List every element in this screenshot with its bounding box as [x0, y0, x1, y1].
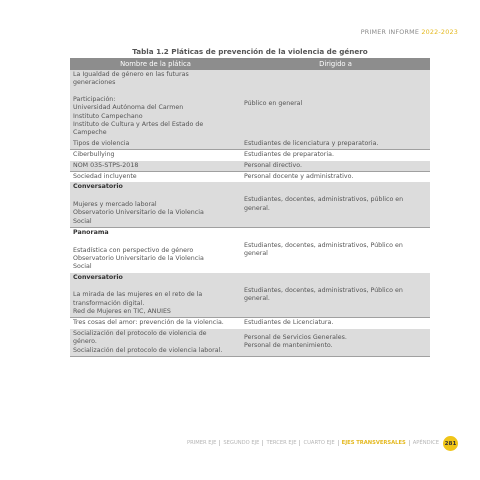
audience-line: Personal de mantenimiento. — [244, 342, 333, 350]
talks-table — [70, 58, 430, 357]
talk-name-line: Sociedad incluyente — [73, 173, 137, 181]
talk-name-line: Instituto de Cultura y Artes del Estado de — [73, 121, 204, 129]
table-row — [70, 182, 430, 227]
audience-line: general. — [244, 295, 270, 303]
column-header-talk: Nombre de la plática — [70, 58, 241, 70]
column-header-audience: Dirigido a — [241, 58, 430, 70]
talk-name-line: Instituto Campechano — [73, 112, 143, 120]
report-years: 2022-2023 — [421, 28, 458, 36]
talk-name-line: NOM 035-STPS-2018 — [73, 161, 139, 169]
footer-nav-item[interactable]: CUARTO EJE — [300, 440, 338, 446]
audience-line: Estudiantes de Licenciatura. — [244, 319, 334, 327]
talk-category-label: Conversatorio — [73, 183, 123, 191]
footer-nav-item[interactable]: TERCER EJE — [263, 440, 300, 446]
footer-nav — [184, 437, 440, 449]
table-row — [70, 329, 430, 357]
audience-line: Personal directivo. — [244, 161, 302, 169]
talk-name-cell — [70, 172, 241, 183]
talk-name-line: Ciberbullying — [73, 151, 115, 159]
footer-nav-item[interactable]: EJES TRANSVERSALES — [339, 440, 410, 446]
talk-name-cell — [70, 139, 241, 150]
footer-nav-item[interactable]: SEGUNDO EJE — [220, 440, 263, 446]
talk-category-label: Conversatorio — [73, 273, 123, 281]
talk-name-line: La mirada de las mujeres en el reto de la — [73, 291, 203, 299]
audience-cell — [241, 172, 430, 183]
talk-name-line: Social — [73, 263, 92, 271]
audience-cell — [241, 139, 430, 150]
table-body — [70, 70, 430, 356]
talk-name-line: Tres cosas del amor: prevención de la violencia. — [73, 319, 224, 327]
talk-name-line: Red de Mujeres en TIC, ANUIES — [73, 307, 171, 315]
audience-line: Público en general — [244, 100, 303, 108]
talk-name-line: generaciones — [73, 79, 116, 87]
talk-name-line: Social — [73, 217, 92, 225]
audience-line: Estudiantes de licenciatura y preparatoria. — [244, 139, 379, 147]
page-number-badge: 281 — [443, 436, 458, 451]
talk-name-line: transformación digital. — [73, 299, 145, 307]
audience-cell — [241, 70, 430, 139]
footer-nav-item[interactable]: APÉNDICE — [412, 440, 440, 446]
footer-nav-item[interactable]: PRIMER EJE — [184, 440, 220, 446]
talk-name-cell — [70, 182, 241, 227]
table-row — [70, 139, 430, 150]
table-title: Tabla 1.2 Pláticas de prevención de la violencia de género — [132, 47, 368, 56]
talk-name-cell — [70, 273, 241, 318]
report-name: PRIMER INFORME — [360, 28, 420, 36]
talk-name-line: Socialización del protocolo de violencia de — [73, 329, 207, 337]
audience-cell — [241, 150, 430, 161]
audience-line: Estudiantes, docentes, administrativos, Público en — [244, 242, 403, 249]
talk-name-cell — [70, 228, 241, 273]
table-row — [70, 150, 430, 161]
audience-cell — [241, 182, 430, 227]
talk-name-line: Observatorio Universitario de la Violencia — [73, 209, 204, 217]
audience-cell — [241, 228, 430, 273]
talk-name-line: Universidad Autónoma del Carmen — [73, 104, 184, 112]
talk-name-line: La Igualdad de género en las futuras — [73, 71, 189, 78]
table-header-row — [70, 58, 430, 70]
audience-cell — [241, 318, 430, 329]
audience-line: Estudiantes, docentes, administrativos, Público en — [244, 286, 403, 294]
audience-line: Personal docente y administrativo. — [244, 173, 354, 181]
talk-name-line — [73, 88, 238, 96]
audience-cell — [241, 329, 430, 357]
talk-category-label: Panorama — [73, 229, 109, 237]
talk-name-line: Observatorio Universitario de la Violencia — [73, 254, 204, 262]
talk-name-line: Socialización del protocolo de violencia laboral. — [73, 346, 223, 354]
audience-cell — [241, 161, 430, 172]
talk-name-cell — [70, 150, 241, 161]
talk-name-line: Tipos de violencia — [73, 139, 130, 147]
table-row — [70, 70, 430, 139]
table-row — [70, 273, 430, 318]
talk-name-cell — [70, 329, 241, 357]
talk-name-cell — [70, 70, 241, 139]
audience-line: Personal de Servicios Generales. — [244, 333, 347, 341]
audience-line: Estudiantes de preparatoria. — [244, 151, 334, 159]
table-row — [70, 172, 430, 183]
talk-name-line: Mujeres y mercado laboral — [73, 200, 157, 208]
table-row — [70, 228, 430, 273]
table-row — [70, 318, 430, 329]
audience-cell — [241, 273, 430, 318]
talk-name-line: Campeche — [73, 129, 107, 137]
audience-line: general. — [244, 204, 270, 212]
talk-name-cell — [70, 318, 241, 329]
talk-name-line: Estadística con perspectivo de género — [73, 246, 194, 254]
talk-name-line: Participación: — [73, 95, 116, 103]
talk-name-line: género. — [73, 338, 97, 346]
audience-line: general — [244, 250, 268, 258]
report-header — [361, 28, 458, 36]
table-row — [70, 161, 430, 172]
talk-name-cell — [70, 161, 241, 172]
audience-line: Estudiantes, docentes, administrativos, público en — [244, 196, 404, 204]
